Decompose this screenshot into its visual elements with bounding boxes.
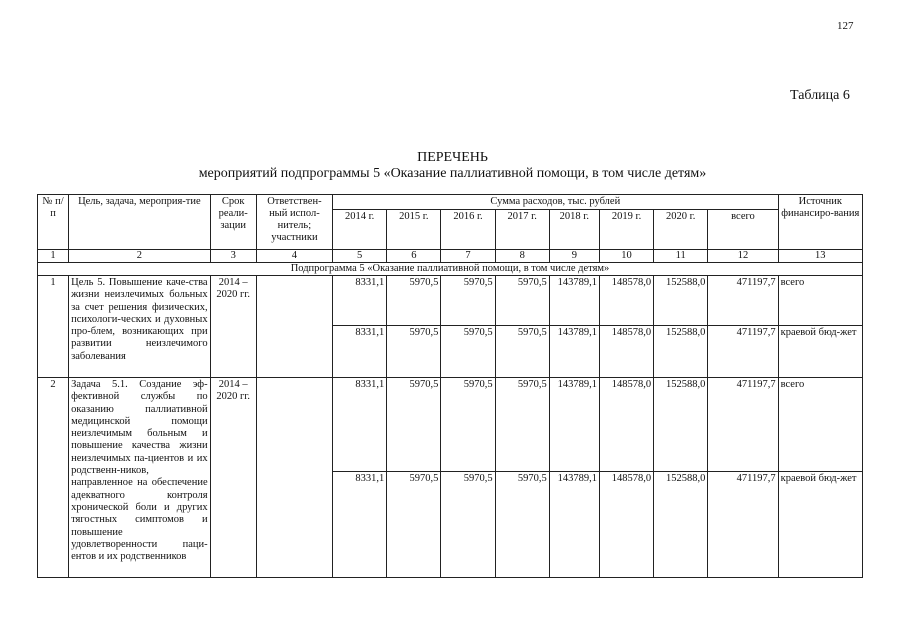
activities-table	[37, 194, 863, 578]
term-cell: 2014 – 2020 гг.	[210, 276, 256, 378]
amount-cell: 152588,0	[654, 378, 708, 472]
amount-cell: 5970,5	[441, 326, 495, 378]
amount-cell: 5970,5	[441, 276, 495, 326]
column-number: 7	[441, 250, 495, 263]
row-number: 1	[38, 276, 69, 378]
total-cell: 471197,7	[708, 378, 778, 472]
header-source: Источник финансиро-вания	[778, 195, 862, 250]
amount-cell: 5970,5	[495, 378, 549, 472]
amount-cell: 143789,1	[549, 472, 599, 578]
amount-cell: 148578,0	[599, 326, 653, 378]
amount-cell: 143789,1	[549, 326, 599, 378]
header-year: 2015 г.	[387, 210, 441, 250]
amount-cell: 5970,5	[495, 276, 549, 326]
header-sum: Сумма расходов, тыс. рублей	[333, 195, 779, 210]
amount-cell: 5970,5	[495, 326, 549, 378]
header-year: 2020 г.	[654, 210, 708, 250]
amount-cell: 152588,0	[654, 472, 708, 578]
header-executor: Ответствен-ный испол-нитель; участники	[256, 195, 332, 250]
amount-cell: 5970,5	[387, 472, 441, 578]
amount-cell: 5970,5	[387, 378, 441, 472]
row-number: 2	[38, 378, 69, 578]
column-number: 9	[549, 250, 599, 263]
subprogram-row: Подпрограмма 5 «Оказание паллиативной помощи, в том числе детям»	[38, 263, 863, 276]
amount-cell: 5970,5	[387, 276, 441, 326]
amount-cell: 148578,0	[599, 378, 653, 472]
amount-cell: 143789,1	[549, 378, 599, 472]
column-number: 2	[69, 250, 211, 263]
column-number: 3	[210, 250, 256, 263]
goal-text: Цель 5. Повышение каче-ства жизни неизлечимых больных за счет решения физических, психологи-ческих и духовных про-блем, возникающих при развитии неизлечимого заболевания	[69, 276, 211, 378]
term-cell: 2014 – 2020 гг.	[210, 378, 256, 578]
column-number: 13	[778, 250, 862, 263]
title-line-2: мероприятий подпрограммы 5 «Оказание паллиативной помощи, в том числе детям»	[198, 166, 707, 181]
amount-cell: 8331,1	[333, 326, 387, 378]
header-year: 2014 г.	[333, 210, 387, 250]
page-number: 127	[837, 20, 854, 32]
header-year: 2019 г.	[599, 210, 653, 250]
amount-cell: 8331,1	[333, 472, 387, 578]
amount-cell: 5970,5	[441, 472, 495, 578]
executor-cell	[256, 378, 332, 578]
column-number: 5	[333, 250, 387, 263]
header-year: 2016 г.	[441, 210, 495, 250]
column-number: 4	[256, 250, 332, 263]
total-cell: 471197,7	[708, 276, 778, 326]
executor-cell	[256, 276, 332, 378]
title-line-1: ПЕРЕЧЕНЬ	[417, 150, 488, 165]
total-cell: 471197,7	[708, 472, 778, 578]
amount-cell: 143789,1	[549, 276, 599, 326]
header-year: 2017 г.	[495, 210, 549, 250]
header-total: всего	[708, 210, 778, 250]
column-number: 10	[599, 250, 653, 263]
amount-cell: 148578,0	[599, 472, 653, 578]
amount-cell: 5970,5	[441, 378, 495, 472]
amount-cell: 148578,0	[599, 276, 653, 326]
total-cell: 471197,7	[708, 326, 778, 378]
column-number: 12	[708, 250, 778, 263]
source-cell: всего	[778, 378, 862, 472]
amount-cell: 152588,0	[654, 276, 708, 326]
column-numbers-row	[38, 250, 863, 263]
column-number: 6	[387, 250, 441, 263]
header-term: Срок реали-зации	[210, 195, 256, 250]
document-title	[0, 150, 905, 182]
column-number: 11	[654, 250, 708, 263]
amount-cell: 8331,1	[333, 378, 387, 472]
header-goal: Цель, задача, мероприя-тие	[69, 195, 211, 250]
amount-cell: 5970,5	[387, 326, 441, 378]
amount-cell: 8331,1	[333, 276, 387, 326]
column-number: 1	[38, 250, 69, 263]
source-cell: всего	[778, 276, 862, 326]
source-cell: краевой бюд-жет	[778, 472, 862, 578]
header-num: № п/п	[38, 195, 69, 250]
table-label: Таблица 6	[790, 88, 850, 103]
amount-cell: 5970,5	[495, 472, 549, 578]
amount-cell: 152588,0	[654, 326, 708, 378]
source-cell: краевой бюд-жет	[778, 326, 862, 378]
task-text: Задача 5.1. Создание эф-фективной службы по оказанию паллиативной медицинской помощи неизлечимым больным и повышение качества жизни неизлечимых па-циентов и их родственн-ников, направленное на обеспечение адекватного контроля хронической боли и других тягостных симптомов и повышение удовлетворенности паци-ентов и их родственников	[69, 378, 211, 578]
header-year: 2018 г.	[549, 210, 599, 250]
column-number: 8	[495, 250, 549, 263]
